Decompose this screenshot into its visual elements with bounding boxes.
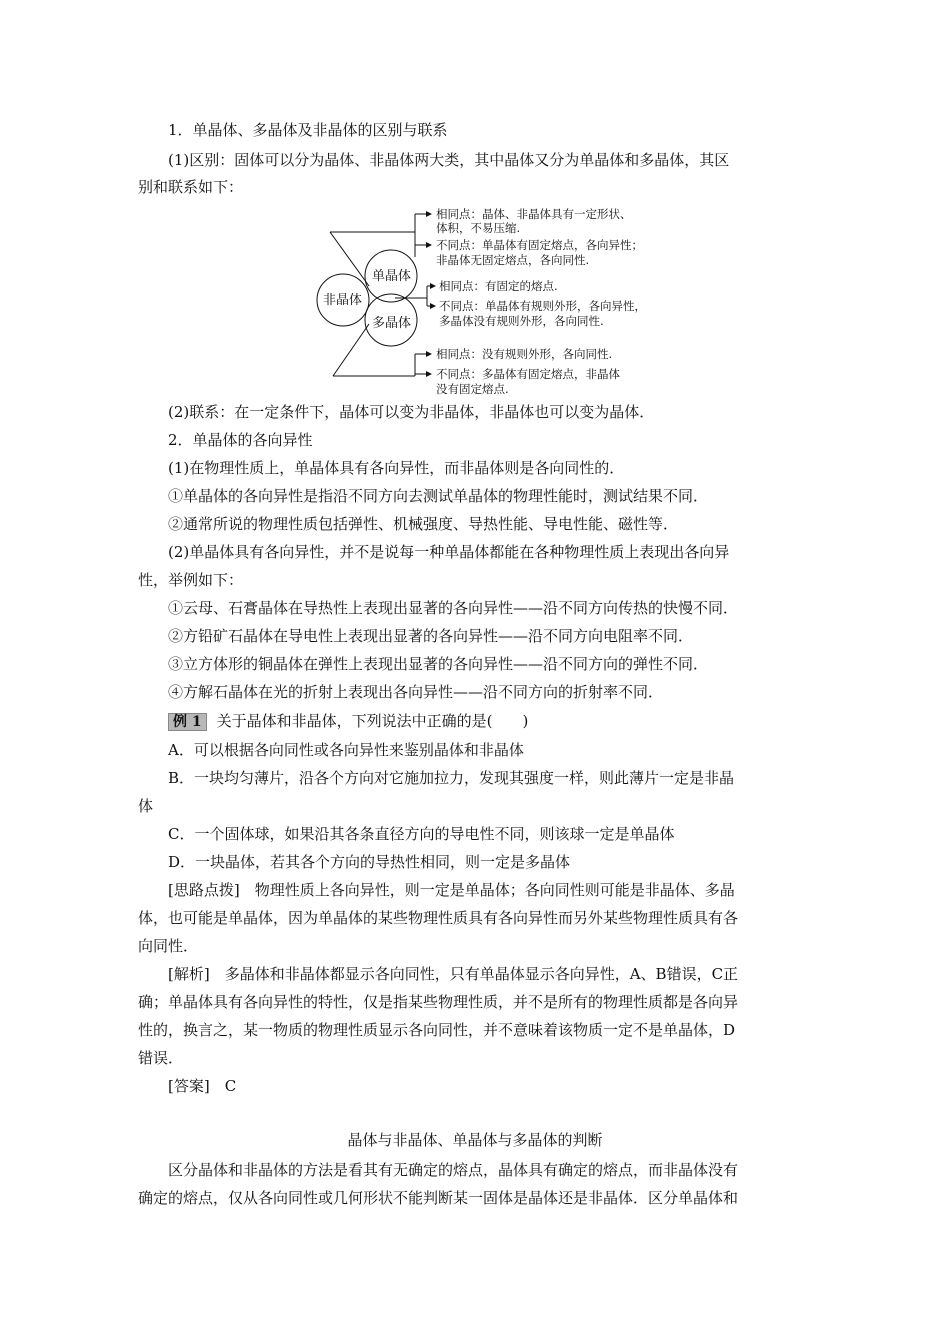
g3-diff-2: 没有固定熔点.: [436, 382, 509, 396]
list-item: ②方铅矿石晶体在导电性上表现出显著的各向异性——沿不同方向电阻率不同．: [168, 627, 694, 645]
paragraph: (2)联系：在一定条件下，晶体可以变为非晶体，非晶体也可以变为晶体．: [168, 403, 655, 421]
paragraph: 性，举例如下：: [138, 571, 244, 589]
hint: 向同性．: [138, 937, 199, 955]
list-item: ②通常所说的物理性质包括弹性、机械强度、导热性能、导电性能、磁性等．: [168, 515, 679, 533]
g3-diff-1: 不同点：多晶体有固定熔点，非晶体: [436, 367, 620, 381]
question-text: 关于晶体和非晶体，下列说法中正确的是( ): [216, 712, 529, 730]
hint: 体，也可能是单晶体，因为单晶体的某些物理性质具有各向异性而另外某些物理性质具有各: [138, 909, 739, 927]
list-item: ④方解石晶体在光的折射上表现出各向异性——沿不同方向的折射率不同．: [168, 683, 664, 701]
option-c: C．一个固体球，如果沿其各条直径方向的导电性不同，则该球一定是单晶体: [168, 825, 675, 843]
section2-heading: 2．单晶体的各向异性: [168, 431, 313, 449]
option-b: B．一块均匀薄片，沿各个方向对它施加拉力，发现其强度一样，则此薄片一定是非晶: [168, 769, 735, 787]
paragraph: 区分晶体和非晶体的方法是看其有无确定的熔点，晶体具有确定的熔点，而非晶体没有: [168, 1161, 739, 1179]
list-item: ①云母、石膏晶体在导热性上表现出显著的各向异性——沿不同方向传热的快慢不同．: [168, 599, 739, 617]
answer: [答案] C: [168, 1077, 237, 1095]
paragraph: (2)单晶体具有各向异性，并不是说每一种单晶体都能在各种物理性质上表现出各向异: [168, 543, 730, 561]
g1-diff-1: 不同点：单晶体有固定熔点，各向异性；: [436, 238, 643, 252]
list-item: ①单晶体的各向异性是指沿不同方向去测试单晶体的物理性能时，测试结果不同．: [168, 487, 709, 505]
paragraph: (1)区别：固体可以分为晶体、非晶体两大类，其中晶体又分为单晶体和多晶体，其区: [168, 151, 730, 169]
label-amorphous: 非晶体: [323, 293, 363, 308]
summary-title: 晶体与非晶体、单晶体与多晶体的判断: [347, 1131, 603, 1149]
label-single-crystal: 单晶体: [372, 269, 412, 284]
paragraph: 别和联系如下：: [138, 178, 244, 196]
g1-same-2: 体积，不易压缩.: [436, 221, 521, 235]
example-badge: 例 1: [168, 713, 207, 731]
section1-heading: 1．单晶体、多晶体及非晶体的区别与联系: [168, 121, 448, 139]
paragraph: 确定的熔点，仅从各向同性或几何形状不能判断某一固体是晶体还是非晶体．区分单晶体和: [138, 1189, 739, 1207]
analysis: 性的，换言之，某一物质的物理性质显示各向同性，并不意味着该物质一定不是单晶体，D: [138, 1021, 736, 1039]
g1-same-1: 相同点：晶体、非晶体具有一定形状、: [436, 207, 632, 221]
paragraph: (1)在物理性质上，单晶体具有各向异性，而非晶体则是各向同性的．: [168, 459, 625, 477]
hint: [思路点拨] 物理性质上各向异性，则一定是单晶体；各向同性则可能是非晶体、多晶: [168, 881, 735, 899]
example-question: [168, 711, 528, 731]
list-item: ③立方体形的铜晶体在弹性上表现出显著的各向异性——沿不同方向的弹性不同．: [168, 655, 709, 673]
connector-line: [333, 324, 369, 376]
analysis: [解析] 多晶体和非晶体都显示各向同性，只有单晶体显示各向异性，A、B错误，C正: [168, 965, 739, 983]
analysis: 错误．: [138, 1049, 184, 1067]
label-polycrystal: 多晶体: [372, 316, 412, 331]
g2-same: 相同点：有固定的熔点.: [439, 279, 558, 293]
connector-line: [330, 232, 369, 286]
option-a: A．可以根据各向同性或各向异性来鉴别晶体和非晶体: [168, 741, 524, 759]
g1-diff-2: 非晶体无固定熔点，各向同性.: [436, 253, 590, 267]
option-d: D．一块晶体，若其各个方向的导热性相同，则一定是多晶体: [168, 853, 571, 871]
g2-diff-1: 不同点：单晶体有规则外形，各向异性，: [439, 299, 646, 313]
option-b-cont: 体: [138, 797, 154, 815]
g2-diff-2: 多晶体没有规则外形，各向同性.: [439, 314, 604, 328]
comparison-diagram: [315, 204, 715, 400]
g3-same: 相同点：没有规则外形，各向同性.: [436, 347, 613, 361]
analysis: 确；单晶体具有各向异性的特性，仅是指某些物理性质，并不是所有的物理性质都是各向异: [138, 993, 739, 1011]
